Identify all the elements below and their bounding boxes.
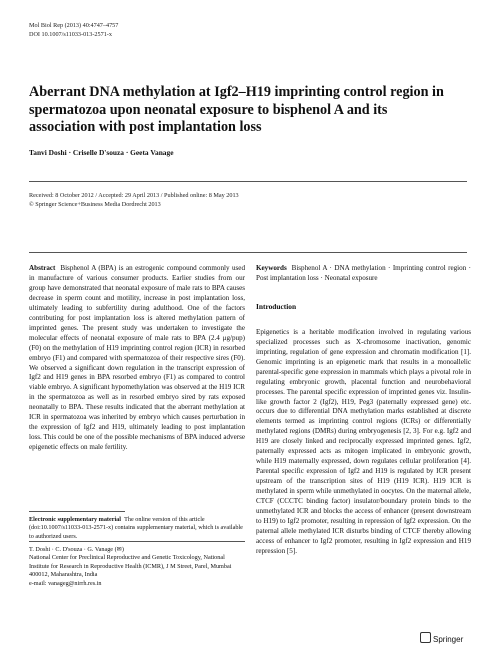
affiliation-address: National Center for Preclinical Reproductive and Genetic Toxicology, National Institute for Research in Reproductive Health (ICMR), J M Street, Parel, Mumbai 400012, Maharashtra, India (29, 554, 232, 579)
journal-header (29, 22, 118, 39)
affiliation-email: e-mail: vanageg@nirrh.res.in (29, 579, 102, 587)
publication-dates (29, 192, 239, 209)
right-column (256, 264, 471, 557)
abstract-text: Bisphenol A (BPA) is an estrogenic compound commonly used in manufacture of various consumer products. Earlier studies from our group have demonstrated that neonatal exposure of male rats to BPA causes decrease in sperm count and motility, increase in post implantation loss, ultimately leading to subfertility during adulthood. One of the factors contributing for post implantation loss is altered methylation pattern of imprinted genes. The present study was undertaken to investigate the molecular effects of neonatal exposure of male rats to BPA (2.4 μg/pup) (F0) on the methylation of H19 imprinting control region (ICR) in resorbed embryo (F1) and compared with spermatozoa of their respective sires (F0). We observed a significant down regulation in the transcript expression of Igf2 and H19 genes in BPA resorbed embryo (F1) as compared to control viable embryo. A significant hypomethylation was observed at the H19 ICR in the spermatozoa as well as in resorbed embryo sired by rats exposed neonatally to BPA. These results indicated that the aberrant methylation at ICR in spermatozoa was inherited by embryo which causes perturbation in the expression of Igf2 and H19, ultimately leading to post implantation loss. This could be one of the possible mechanisms of BPA induced adverse epigenetic effects on male fertility. (29, 264, 245, 452)
keywords-label: Keywords (256, 264, 287, 272)
affiliation-names: T. Doshi · C. D'souza · G. Vanage (✉) (29, 546, 124, 553)
abstract-label: Abstract (29, 264, 56, 272)
received-accepted-dates: Received: 8 October 2012 / Accepted: 29 April 2013 / Published online: 8 May 2013 (29, 192, 239, 199)
dates-rule (29, 252, 467, 253)
keywords-text: Bisphenol A · DNA methylation · Imprinting control region · Post implantation loss · Neonatal exposure (256, 264, 472, 282)
article-title: Aberrant DNA methylation at Igf2–H19 imprinting control region in spermatozoa upon neonatal exposure to bisphenol A and its association with post implantation loss (29, 84, 444, 136)
springer-logo (420, 632, 463, 644)
journal-doi: DOI 10.1007/s11033-013-2571-x (29, 30, 112, 38)
affiliation-block (29, 546, 245, 588)
supplementary-note (29, 516, 245, 541)
springer-horse-icon (420, 632, 431, 643)
esm-text: The online version of this article (doi:10.1007/s11033-013-2571-x) contains supplementary material, which is available to authorized users. (29, 516, 243, 540)
header-rule (29, 181, 467, 182)
copyright-line: © Springer Science+Business Media Dordrecht 2013 (29, 200, 161, 208)
introduction-text: Epigenetics is a heritable modification involved in regulating various specialized processes such as X-chromosome inactivation, genomic imprinting, regulation of gene expression and chromatin modification [1]. Genomic imprinting is an epigenetic mark that results in a monoallelic parental-specific gene expression in mammals which plays a pivotal role in regulating embryonic growth, placental function and neurobehavioral processes. The parental specific expression of imprinted genes viz. Insulin-like growth factor 2 (Igf2), H19, Peg3 (paternally expressed gene) etc. occurs due to differential DNA methylation marks established at discrete elements termed as imprinting control regions (ICRs) or differentially methylated regions (DMRs) during embryogenesis [2, 3]. For e.g. Igf2 and H19 are closely linked and reciprocally expressed imprinted genes. Igf2, paternally expressed acts as mitogen implicated in embryonic growth, while H19 maternally expressed, down regulates cellular proliferation [4]. Parental specific expression of Igf2 and H19 is regulated by ICR present upstream of the transcription sites of H19 (H19 ICR). H19 ICR is methylated in sperm while unmethylated in oocytes. On the maternal allele, CTCF (CCCTC binding factor) insulator/boundary protein binds to the unmethylated ICR and blocks the access of enhancer (present downstream to H19) to Igf2 promoter, resulting in repression of Igf2 expression. On the paternal allele methylated ICR disturbs binding of CTCF thereby allowing access of enhancer to Igf2 promoter, resulting in Igf2 expression and H19 repression [5]. (256, 327, 471, 555)
affiliation-rule (29, 541, 245, 542)
esm-label: Electronic supplementary material (29, 516, 121, 523)
abstract-section (29, 264, 245, 453)
journal-citation: Mol Biol Rep (2013) 40:4747–4757 (29, 22, 119, 29)
author-list: Tanvi Doshi · Criselle D'souza · Geeta Vanage (29, 148, 174, 157)
springer-wordmark: Springer (433, 635, 464, 644)
footnote-rule (29, 511, 125, 512)
introduction-heading: Introduction (256, 301, 297, 311)
